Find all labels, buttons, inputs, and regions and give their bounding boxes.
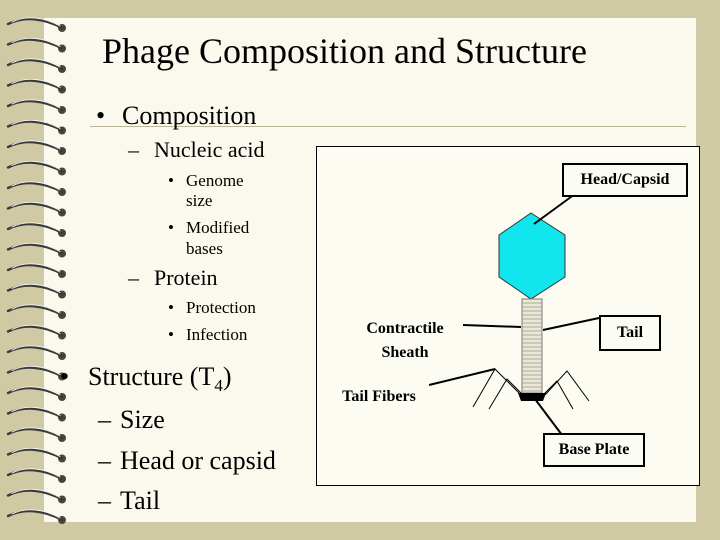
bullet-dot-icon: • [96, 101, 106, 130]
bullet-dot-icon: • [168, 218, 174, 237]
bullet-head-or-capsid: Head or capsid [120, 446, 276, 475]
dash-icon: – [98, 405, 111, 434]
bullet-dot-icon: • [168, 298, 174, 317]
tail-callout-line [543, 318, 599, 330]
slide-title: Phage Composition and Structure [102, 31, 587, 71]
bullet-genome-size-2: size [186, 191, 213, 210]
bullet-modified-bases-1: Modified [186, 218, 250, 237]
bullet-size: Size [120, 405, 165, 434]
bullet-infection: Infection [186, 325, 248, 344]
bullet-protection: Protection [186, 298, 256, 317]
bullet-genome-size-1: Genome [186, 171, 244, 190]
bullet-nucleic-acid: Nucleic acid [154, 137, 265, 162]
label-contractile-sheath [347, 317, 463, 365]
capsid-shape [499, 213, 565, 299]
phage-diagram [316, 146, 700, 486]
label-contractile-line1: Contractile [366, 320, 444, 337]
label-head-capsid: Head/Capsid [562, 163, 688, 197]
dash-icon: – [98, 486, 111, 515]
dash-icon: – [128, 265, 139, 290]
spiral-binding-icon [0, 0, 80, 540]
bullet-dot-icon: • [60, 362, 70, 391]
tail-fiber-right-inner [541, 381, 573, 409]
fibers-callout-line [429, 369, 495, 385]
tail-fiber-left-outer [473, 369, 521, 407]
bullet-composition: Composition [122, 101, 257, 130]
bullet-modified-bases-2: bases [186, 239, 223, 258]
bullet-structure: Structure $(T_4)$ [88, 362, 232, 396]
label-base-plate: Base Plate [543, 433, 645, 467]
dash-icon: – [98, 446, 111, 475]
bullet-tail: Tail [120, 486, 161, 515]
sheath-callout-line [463, 325, 521, 327]
bullet-dot-icon: • [168, 171, 174, 190]
label-contractile-line2: Sheath [381, 344, 429, 361]
bullet-protein: Protein [154, 265, 218, 290]
head-callout-line [534, 194, 575, 224]
label-tail: Tail [599, 315, 661, 351]
dash-icon: – [128, 137, 139, 162]
bullet-dot-icon: • [168, 325, 174, 344]
label-tail-fibers: Tail Fibers [342, 388, 416, 405]
